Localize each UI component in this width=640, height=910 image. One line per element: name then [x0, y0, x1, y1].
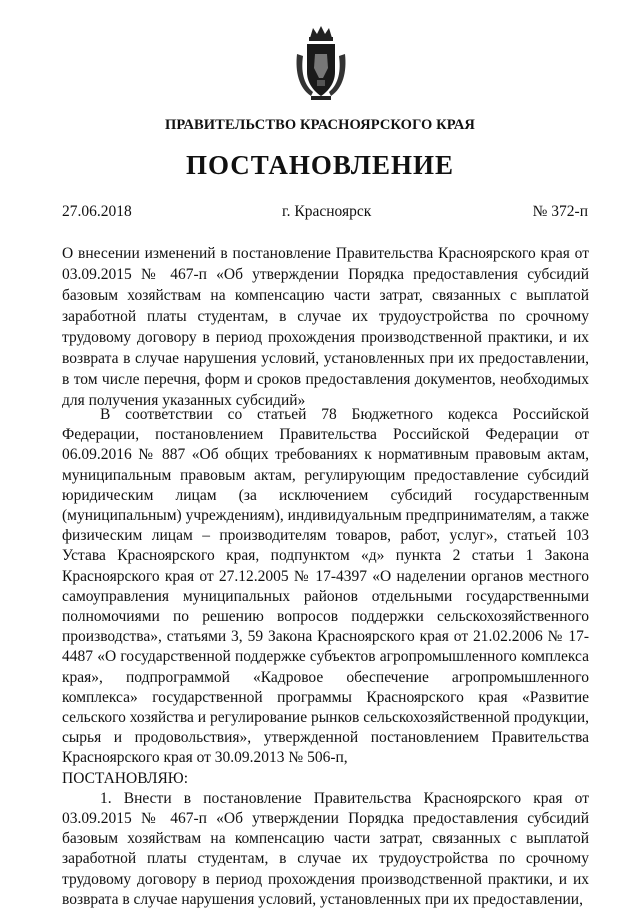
- document-body: [62, 405, 589, 910]
- document-number: № 372-п: [532, 203, 588, 220]
- document-date: 27.06.2018: [62, 203, 132, 220]
- resolve-statement: ПОСТАНОВЛЯЮ:: [62, 769, 189, 787]
- document-type: ПОСТАНОВЛЕНИЕ: [185, 150, 455, 180]
- organization-name: ПРАВИТЕЛЬСТВО КРАСНОЯРСКОГО КРАЯ: [164, 117, 475, 133]
- preamble-paragraph: В соответствии со статьей 78 Бюджетного кодекса Российской Федерации, постановлением Правительства Российской Федерации от 06.09.2016 № 887 «Об общих требованиях к нормативным правовым актам, муниципальным правовым актам, регулирующим предоставление субсидий юридическим лицам (за исключением субсидий государственным (муниципальным) учреждениям), индивидуальным предпринимателям, а также физическим лицам – производителям товаров, работ, услуг», статьей 103 Устава Красноярского края, подпунктом «д» пункта 2 статьи 1 Закона Красноярского края от 27.12.2005 № 17-4397 «О наделении органов местного самоуправления муниципальных районов отдельными государственными полномочиями по решению вопросов поддержки сельскохозяйственного производства», статьями 3, 59 Закона Красноярского края от 21.02.2006 № 17-4487 «О государственной поддержке субъектов агропромышленного комплекса края», подпрограммой «Кадровое обеспечение агропромышленного комплекса» государственной программы Красноярского края «Развитие сельского хозяйства и регулирование рынков сельскохозяйственной продукции, сырья и продовольствия», утвержденной постановлением Правительства Красноярского края от 30.09.2013 № 506-п,: [62, 406, 589, 767]
- document-city: г. Красноярск: [282, 203, 372, 220]
- krasnoyarsk-coat-of-arms-icon: [293, 24, 349, 102]
- document-title: О внесении изменений в постановление Правительства Красноярского края от 03.09.2015 № 467-п «Об утверждении Порядка предоставления субсидий базовым хозяйствам на компенсацию части затрат, связанных с выплатой заработной платы студентам, в случае их трудоустройства по срочному трудовому договору в период прохождения производственной практики, и их возврата в случае нарушения условий, установленных при их предоставлении, в том числе перечня, форм и сроков предоставления документов, необходимых для получения указанных субсидий»: [62, 245, 589, 409]
- item-1-paragraph: 1. Внести в постановление Правительства Красноярского края от 03.09.2015 № 467-п «Об утверждении Порядка предоставления субсидий базовым хозяйствам на компенсацию части затрат, связанных с выплатой заработной платы студентам, в случае их трудоустройства по срочному трудовому договору в период прохождения производственной практики, и их возврата в случае нарушения условий, установленных при их предоставлении,: [62, 789, 589, 908]
